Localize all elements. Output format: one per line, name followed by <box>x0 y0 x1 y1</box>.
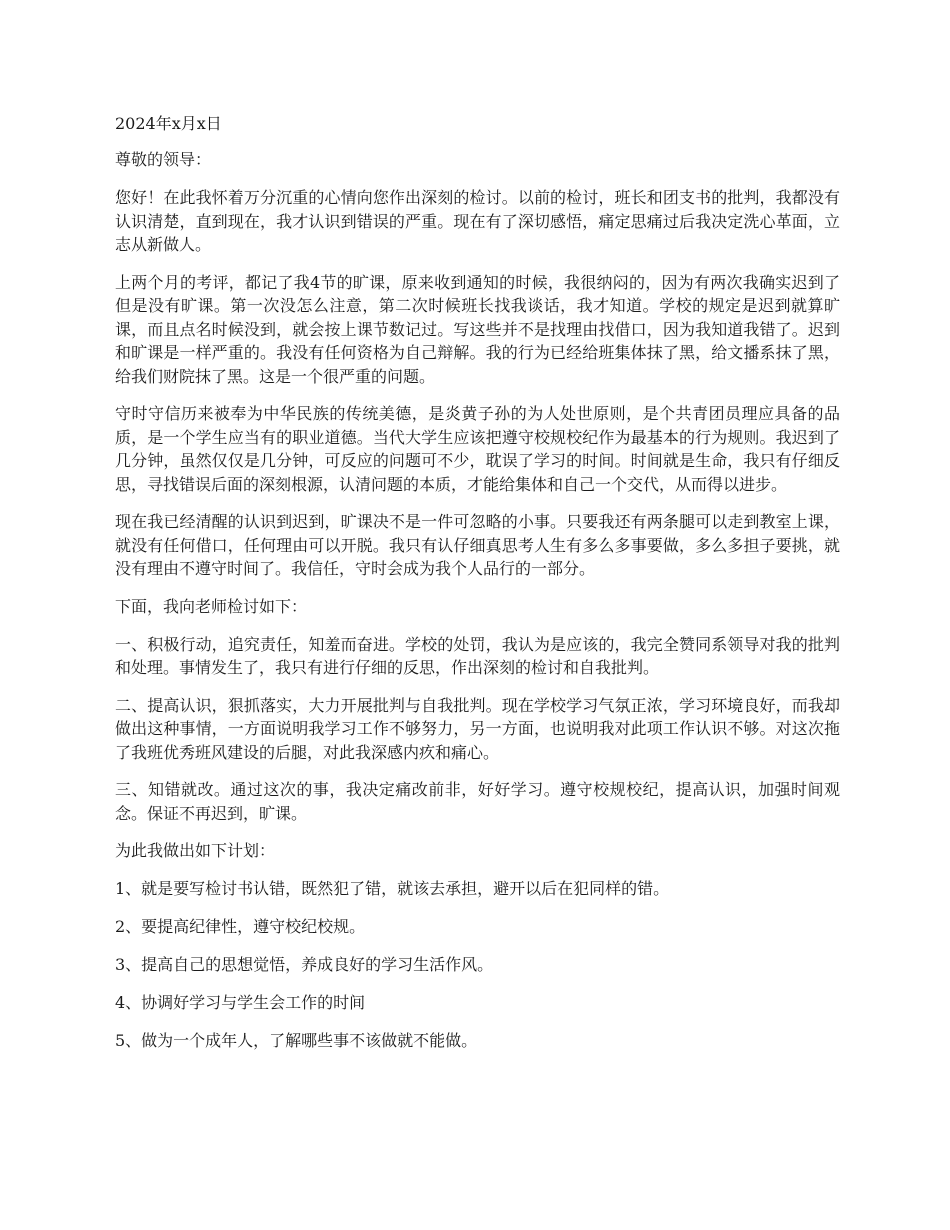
plan-intro: 为此我做出如下计划： <box>115 841 276 860</box>
letter-date: 2024年x月x日 <box>115 114 222 133</box>
body-paragraph-1: 您好！在此我怀着万分沉重的心情向您作出深刻的检讨。以前的检讨，班长和团支书的批判，我都没有认识清楚，直到现在，我才认识到错误的严重。现在有了深切感悟，痛定思痛过后我决定洗心革面，立志从新做人。 <box>115 188 840 254</box>
body-paragraph-2: 上两个月的考评，都记了我4节的旷课，原来收到通知的时候，我很纳闷的，因为有两次我确实迟到了但是没有旷课。第一次没怎么注意，第二次时候班长找我谈话，我才知道。学校的规定是迟到就算旷课，而且点名时候没到，就会按上课节数记过。写这些并不是找理由找借口，因为我知道我错了。迟到和旷课是一样严重的。我没有任何资格为自己辩解。我的行为已经给班集体抹了黑，给文播系抹了黑，给我们财院抹了黑。这是一个很严重的问题。 <box>115 272 840 386</box>
plan-item-1: 1、就是要写检讨书认错，既然犯了错，就该去承担，避开以后在犯同样的错。 <box>115 879 670 898</box>
review-intro: 下面，我向老师检讨如下： <box>115 596 308 616</box>
letter-salutation: 尊敬的领导： <box>115 150 212 169</box>
document-page <box>115 112 840 1067</box>
plan-item-2: 2、要提高纪律性，遵守校纪校规。 <box>115 917 366 936</box>
plan-item-3: 3、提高自己的思想觉悟，养成良好的学习生活作风。 <box>115 955 494 974</box>
review-point-2: 二、提高认识，狠抓落实，大力开展批判与自我批判。现在学校学习气氛正浓，学习环境良好，而我却做出这种事情，一方面说明我学习工作不够努力，另一方面，也说明我对此项工作认识不够。对这次拖了我班优秀班风建设的后腿，对此我深感内疚和痛心。 <box>115 695 840 762</box>
plan-item-5: 5、做为一个成年人，了解哪些事不该做就不能做。 <box>115 1031 478 1050</box>
plan-item-4: 4、协调好学习与学生会工作的时间 <box>115 993 366 1012</box>
review-point-3: 三、知错就改。通过这次的事，我决定痛改前非，好好学习。遵守校规校纪，提高认识，加强时间观念。保证不再迟到，旷课。 <box>115 780 840 823</box>
body-paragraph-3: 守时守信历来被奉为中华民族的传统美德，是炎黄子孙的为人处世原则，是个共青团员理应具备的品质，是一个学生应当有的职业道德。当代大学生应该把遵守校规校纪作为最基本的行为规则。我迟到了几分钟，虽然仅仅是几分钟，可反应的问题可不少，耽误了学习的时间。时间就是生命，我只有仔细反思，寻找错误后面的深刻根源，认清问题的本质，才能给集体和自己一个交代，从而得以进步。 <box>115 404 840 494</box>
review-point-1: 一、积极行动，追究责任，知羞而奋进。学校的处罚，我认为是应该的，我完全赞同系领导对我的批判和处理。事情发生了，我只有进行仔细的反思，作出深刻的检讨和自我批判。 <box>115 634 840 677</box>
body-paragraph-4: 现在我已经清醒的认识到迟到，旷课决不是一件可忽略的小事。只要我还有两条腿可以走到教室上课，就没有任何借口，任何理由可以开脱。我只有认仔细真思考人生有多么多事要做，多么多担子要挑，就没有理由不遵守时间了。我信任，守时会成为我个人品行的一部分。 <box>115 512 840 578</box>
